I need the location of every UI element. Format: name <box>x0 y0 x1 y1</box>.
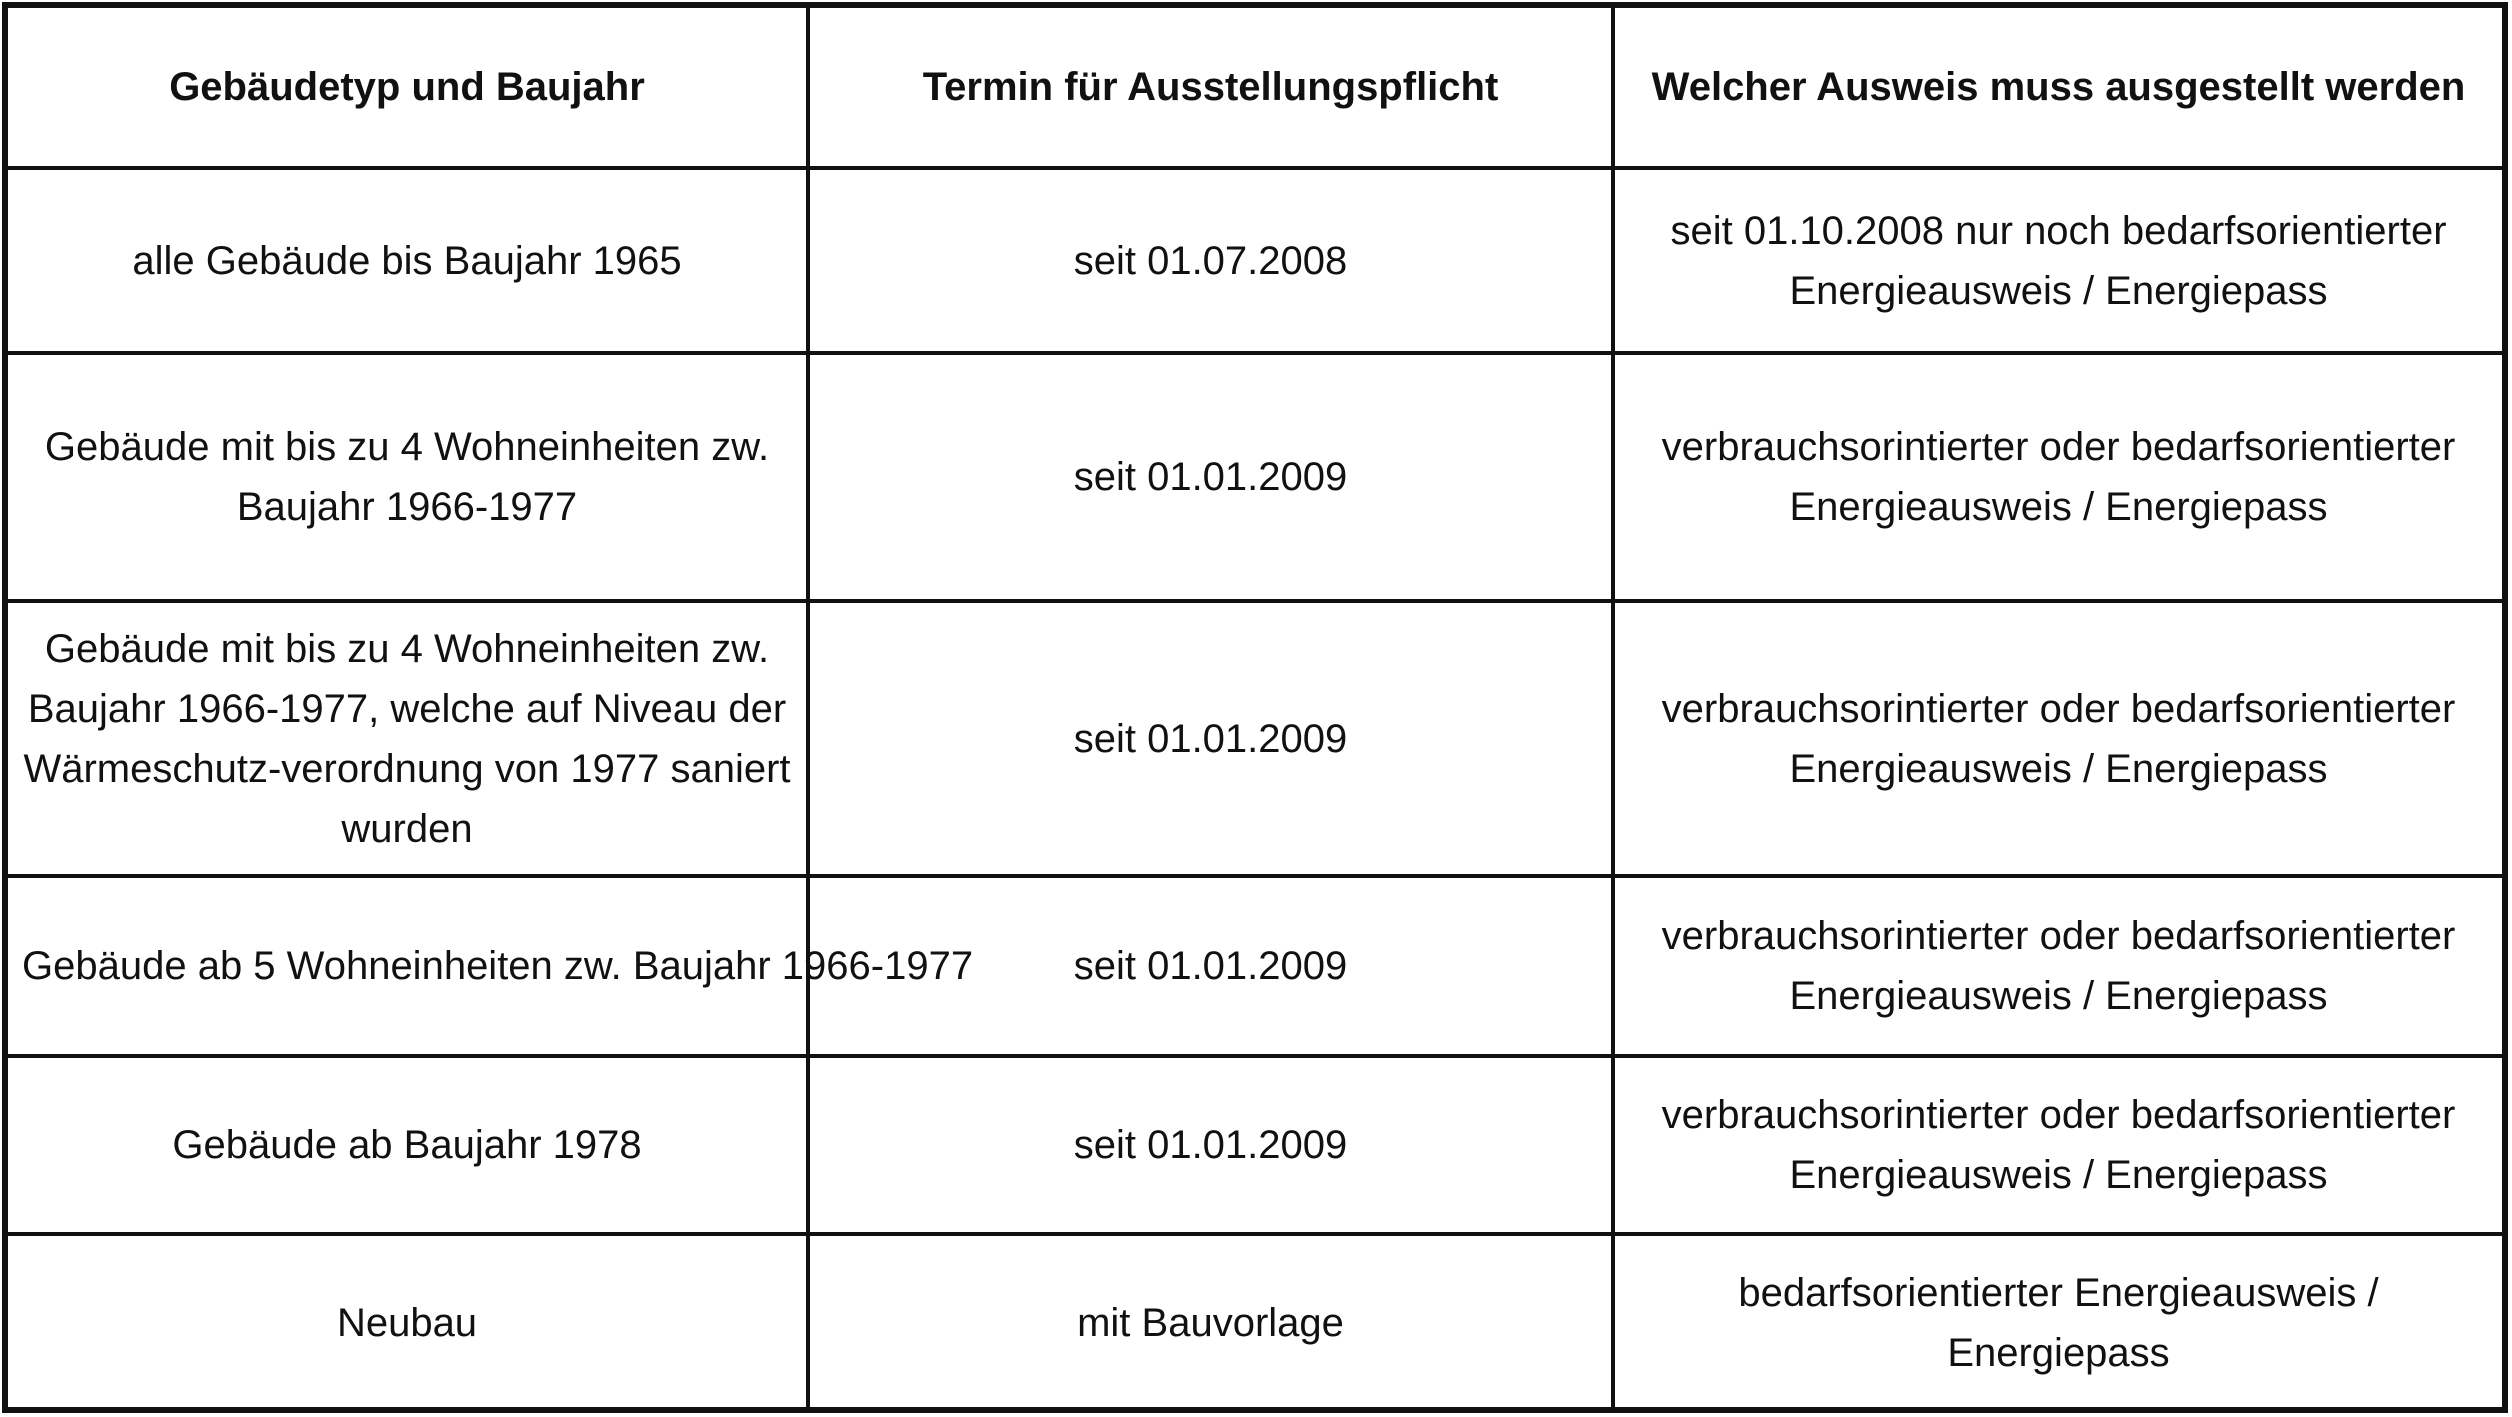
cell-ausweis-text: verbrauchsorintierter oder bedarfsorientierter Energieausweis / Energiepass <box>1661 914 2456 1018</box>
cell-termin-text: seit 01.01.2009 <box>1073 1123 1348 1167</box>
table-row <box>8 1234 2502 1409</box>
cell-ausweis-text: verbrauchsorintierter oder bedarfsorientierter Energieausweis / Energiepass <box>1661 686 2456 791</box>
cell-ausweis-text: verbrauchsorintierter oder bedarfsorientierter Energieausweis / Energiepass <box>1661 1093 2456 1197</box>
header-gebaeudetyp: Gebäudetyp und Baujahr <box>8 8 808 168</box>
cell-gebaeudetyp <box>8 601 808 876</box>
header-ausweis: Welcher Ausweis muss ausgestellt werden <box>1613 8 2502 168</box>
energy-certificate-table-frame <box>2 2 2508 1413</box>
cell-gebaeudetyp <box>8 353 808 601</box>
cell-gebaeudetyp <box>8 876 974 1056</box>
table-row <box>8 601 2502 876</box>
table-row <box>8 876 2502 1056</box>
cell-gebaeudetyp-text: Gebäude mit bis zu 4 Wohneinheiten zw. Baujahr 1966-1977 <box>44 425 770 529</box>
table-row <box>8 353 2502 601</box>
cell-ausweis <box>1613 1234 2502 1409</box>
cell-ausweis <box>1613 876 2502 1056</box>
cell-gebaeudetyp <box>8 1056 808 1234</box>
cell-gebaeudetyp <box>8 168 808 353</box>
cell-termin <box>808 168 1613 353</box>
cell-termin <box>808 601 1613 876</box>
energy-certificate-table <box>8 8 2502 1409</box>
cell-ausweis <box>1613 1056 2502 1234</box>
cell-ausweis <box>1613 353 2502 601</box>
cell-termin-text: seit 01.01.2009 <box>1073 716 1348 761</box>
cell-ausweis <box>1613 601 2502 876</box>
cell-gebaeudetyp-text: Gebäude mit bis zu 4 Wohneinheiten zw. Baujahr 1966-1977, welche auf Niveau der Wärmeschutz-verordnung von 1977 saniert wurden <box>23 626 791 851</box>
cell-termin <box>808 1056 1613 1234</box>
cell-termin-text: mit Bauvorlage <box>1077 1300 1344 1345</box>
cell-gebaeudetyp-text: Gebäude ab Baujahr 1978 <box>172 1123 642 1167</box>
cell-gebaeudetyp <box>8 1234 808 1409</box>
cell-gebaeudetyp-text: Gebäude ab 5 Wohneinheiten zw. Baujahr 1966-1977 <box>22 944 974 988</box>
cell-termin <box>808 1234 1613 1409</box>
table-row <box>8 168 2502 353</box>
cell-ausweis-text: bedarfsorientierter Energieausweis / Energiepass <box>1738 1270 2379 1375</box>
table-header-row <box>8 8 2502 168</box>
cell-ausweis-text: verbrauchsorintierter oder bedarfsorientierter Energieausweis / Energiepass <box>1661 425 2456 529</box>
cell-termin-text: seit 01.01.2009 <box>1073 944 1348 988</box>
cell-termin <box>808 353 1613 601</box>
cell-ausweis-text: seit 01.10.2008 nur noch bedarfsorientierter Energieausweis / Energiepass <box>1670 208 2447 313</box>
cell-ausweis <box>1613 168 2502 353</box>
cell-termin-text: seit 01.07.2008 <box>1073 238 1348 283</box>
header-termin: Termin für Ausstellungspflicht <box>808 8 1613 168</box>
cell-termin-text: seit 01.01.2009 <box>1073 455 1348 499</box>
cell-gebaeudetyp-text: alle Gebäude bis Baujahr 1965 <box>132 238 682 283</box>
table-row <box>8 1056 2502 1234</box>
cell-gebaeudetyp-text: Neubau <box>336 1300 478 1345</box>
